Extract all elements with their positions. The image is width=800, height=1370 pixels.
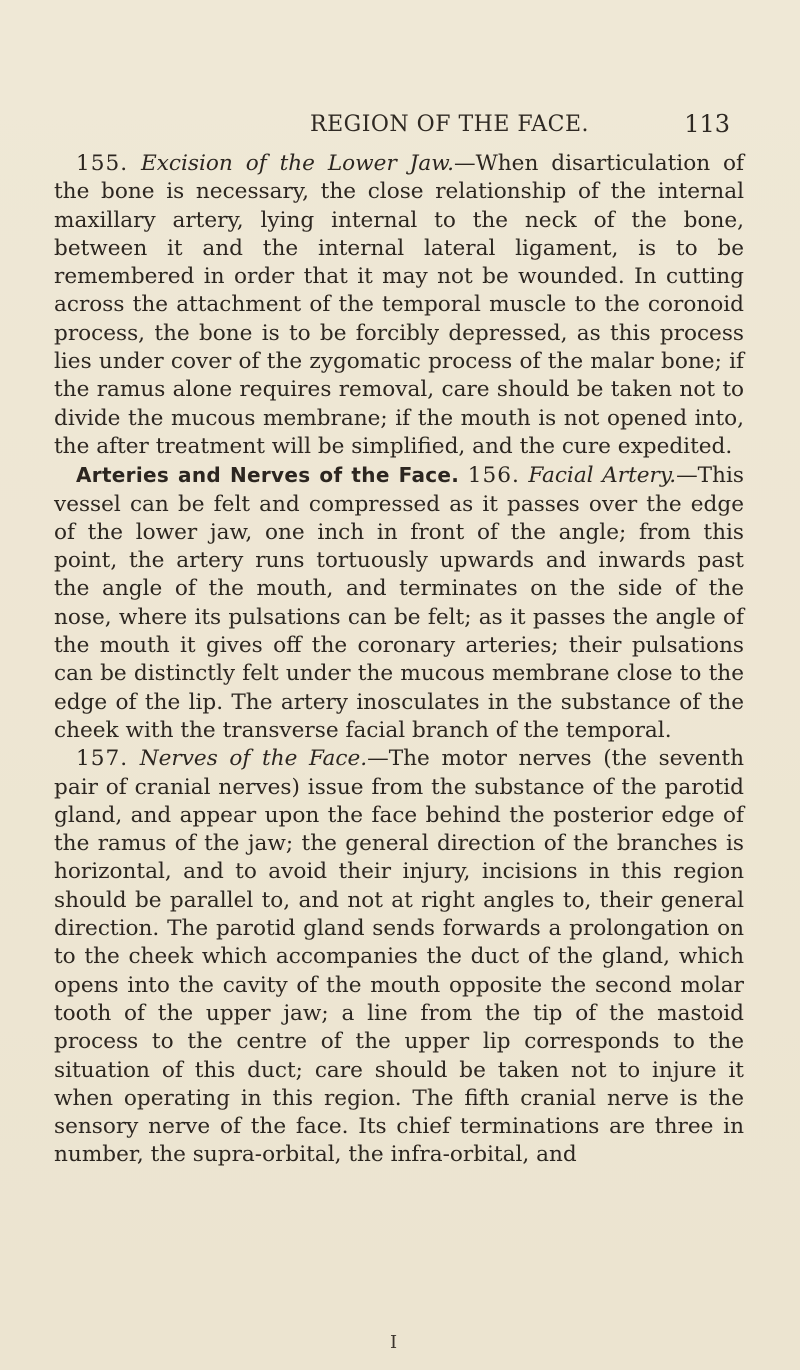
section-heading: Arteries and Nerves of the Face.: [76, 463, 460, 488]
signature-mark: I: [390, 1332, 398, 1353]
section-title: Facial Artery.: [528, 463, 677, 489]
paragraph-text: —When disarticulation of the bone is necessary, the close relationship of the internal maxillary artery, lying internal to the neck of the bone, between it and the internal lateral ligament, is to be remembered in order that it may not be wounded. In cutting across the attachment of the temporal muscle to the coronoid process, the bone is to be forcibly depressed, as this process lies under cover of the zygomatic process of the malar bone; if the ramus alone requires removal, care should be taken not to divide the mucous membrane; if the mouth is not opened into, the after treatment will be simplified, and the cure expedited.: [54, 151, 745, 459]
section-title: Nerves of the Face.: [139, 746, 368, 772]
section-number: 156.: [467, 463, 520, 489]
section-number: 157.: [76, 746, 129, 772]
running-head: [0, 112, 800, 142]
paragraph-text: —This vessel can be felt and compressed as it passes over the edge of the lower jaw, one inch in front of the angle; from this point, the artery runs tortuously upwards and inwards past the angle of the mouth, and terminates on the side of the nose, where its pulsations can be felt; as it passes the angle of the mouth it gives off the coronary arteries; their pulsations can be distinctly felt under the mucous membrane close to the edge of the lip. The artery inosculates in the substance of the cheek with the transverse facial branch of the temporal.: [54, 463, 744, 743]
section-number: 155.: [76, 151, 129, 176]
body-text: [54, 150, 744, 1170]
paragraph-155: [54, 150, 744, 461]
page-number: 113: [684, 110, 730, 138]
running-head-title: REGION OF THE FACE.: [310, 112, 589, 137]
paragraph-156: [54, 461, 744, 745]
paragraph-157: [54, 745, 744, 1169]
section-title: Excision of the Lower Jaw.: [140, 151, 454, 176]
paragraph-text: —The motor nerves (the seventh pair of cranial nerves) issue from the substance of the parotid gland, and appear upon the face behind the posterior edge of the ramus of the jaw; the general direction of the branches is horizontal, and to avoid their injury, incisions in this region should be parallel to, and not at right angles to, their general direction. The parotid gland sends forwards a prolongation on to the cheek which accompanies the duct of the gland, which opens into the cavity of the mouth opposite the second molar tooth of the upper jaw; a line from the tip of the mastoid process to the centre of the upper lip corresponds to the situation of this duct; care should be taken not to injure it when operating in this region. The fifth cranial nerve is the sensory nerve of the face. Its chief terminations are three in number, the supra-orbital, the infra-orbital, and: [54, 746, 744, 1168]
